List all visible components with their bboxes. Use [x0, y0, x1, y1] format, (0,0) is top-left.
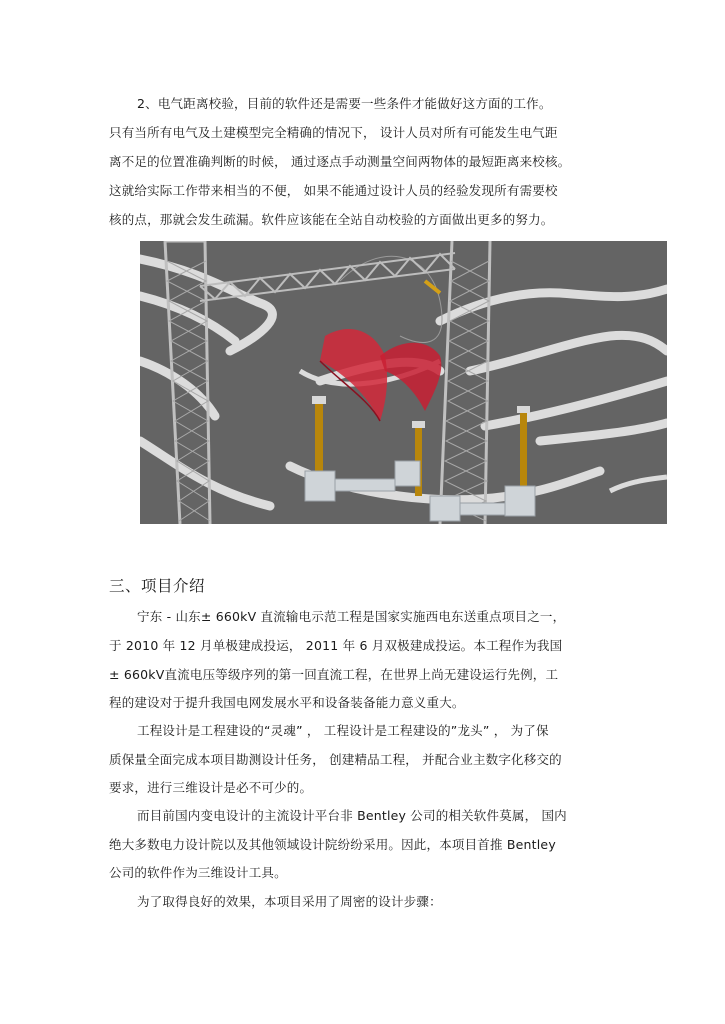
paragraph-line: 程的建设对于提升我国电网发展水平和设备装备能力意义重大。: [109, 695, 465, 710]
paragraph-line: 核的点，那就会发生疏漏。软件应该能在全站自动校验的方面做出更多的努力。: [109, 212, 554, 227]
paragraph-line: 2、电气距离校验，目前的软件还是需要一些条件才能做好这方面的工作。: [137, 96, 552, 111]
paragraph-line: 这就给实际工作带来相当的不便， 如果不能通过设计人员的经验发现所有需要校: [109, 183, 558, 198]
substation-render: [140, 241, 667, 524]
paragraph-line: 为了取得良好的效果，本项目采用了周密的设计步骤：: [137, 894, 442, 909]
paragraph-line: 于 2010 年 12 月单极建成投运， 2011 年 6 月双极建成投运。本工程作为我国: [109, 638, 563, 653]
paragraph-line: 只有当所有电气及土建模型完全精确的情况下， 设计人员对所有可能发生电气距: [109, 125, 558, 140]
paragraph-line: 离不足的位置准确判断的时候， 通过逐点手动测量空间两物体的最短距离来校核。: [109, 154, 571, 169]
paragraph-line: ± 660kV直流电压等级序列的第一回直流工程，在世界上尚无建设运行先例，工: [109, 667, 559, 682]
paragraph-line: 公司的软件作为三维设计工具。: [109, 865, 287, 880]
section-heading: 三、项目介绍: [109, 577, 206, 595]
paragraph-line: 工程设计是工程建设的“灵魂” ， 工程设计是工程建设的”龙头” ， 为了保: [137, 723, 549, 738]
substation-3d-figure: [140, 241, 667, 524]
paragraph-line: 绝大多数电力设计院以及其他领域设计院纷纷采用。因此，本项目首推 Bentley: [109, 837, 556, 852]
paragraph-line: 质保量全面完成本项目勘测设计任务， 创建精品工程， 并配合业主数字化移交的: [109, 752, 562, 767]
paragraph-line: 宁东 - 山东± 660kV 直流输电示范工程是国家实施西电东送重点项目之一，: [137, 609, 566, 624]
paragraph-line: 而目前国内变电设计的主流设计平台非 Bentley 公司的相关软件莫属， 国内: [137, 808, 567, 823]
paragraph-line: 要求，进行三维设计是必不可少的。: [109, 780, 313, 795]
